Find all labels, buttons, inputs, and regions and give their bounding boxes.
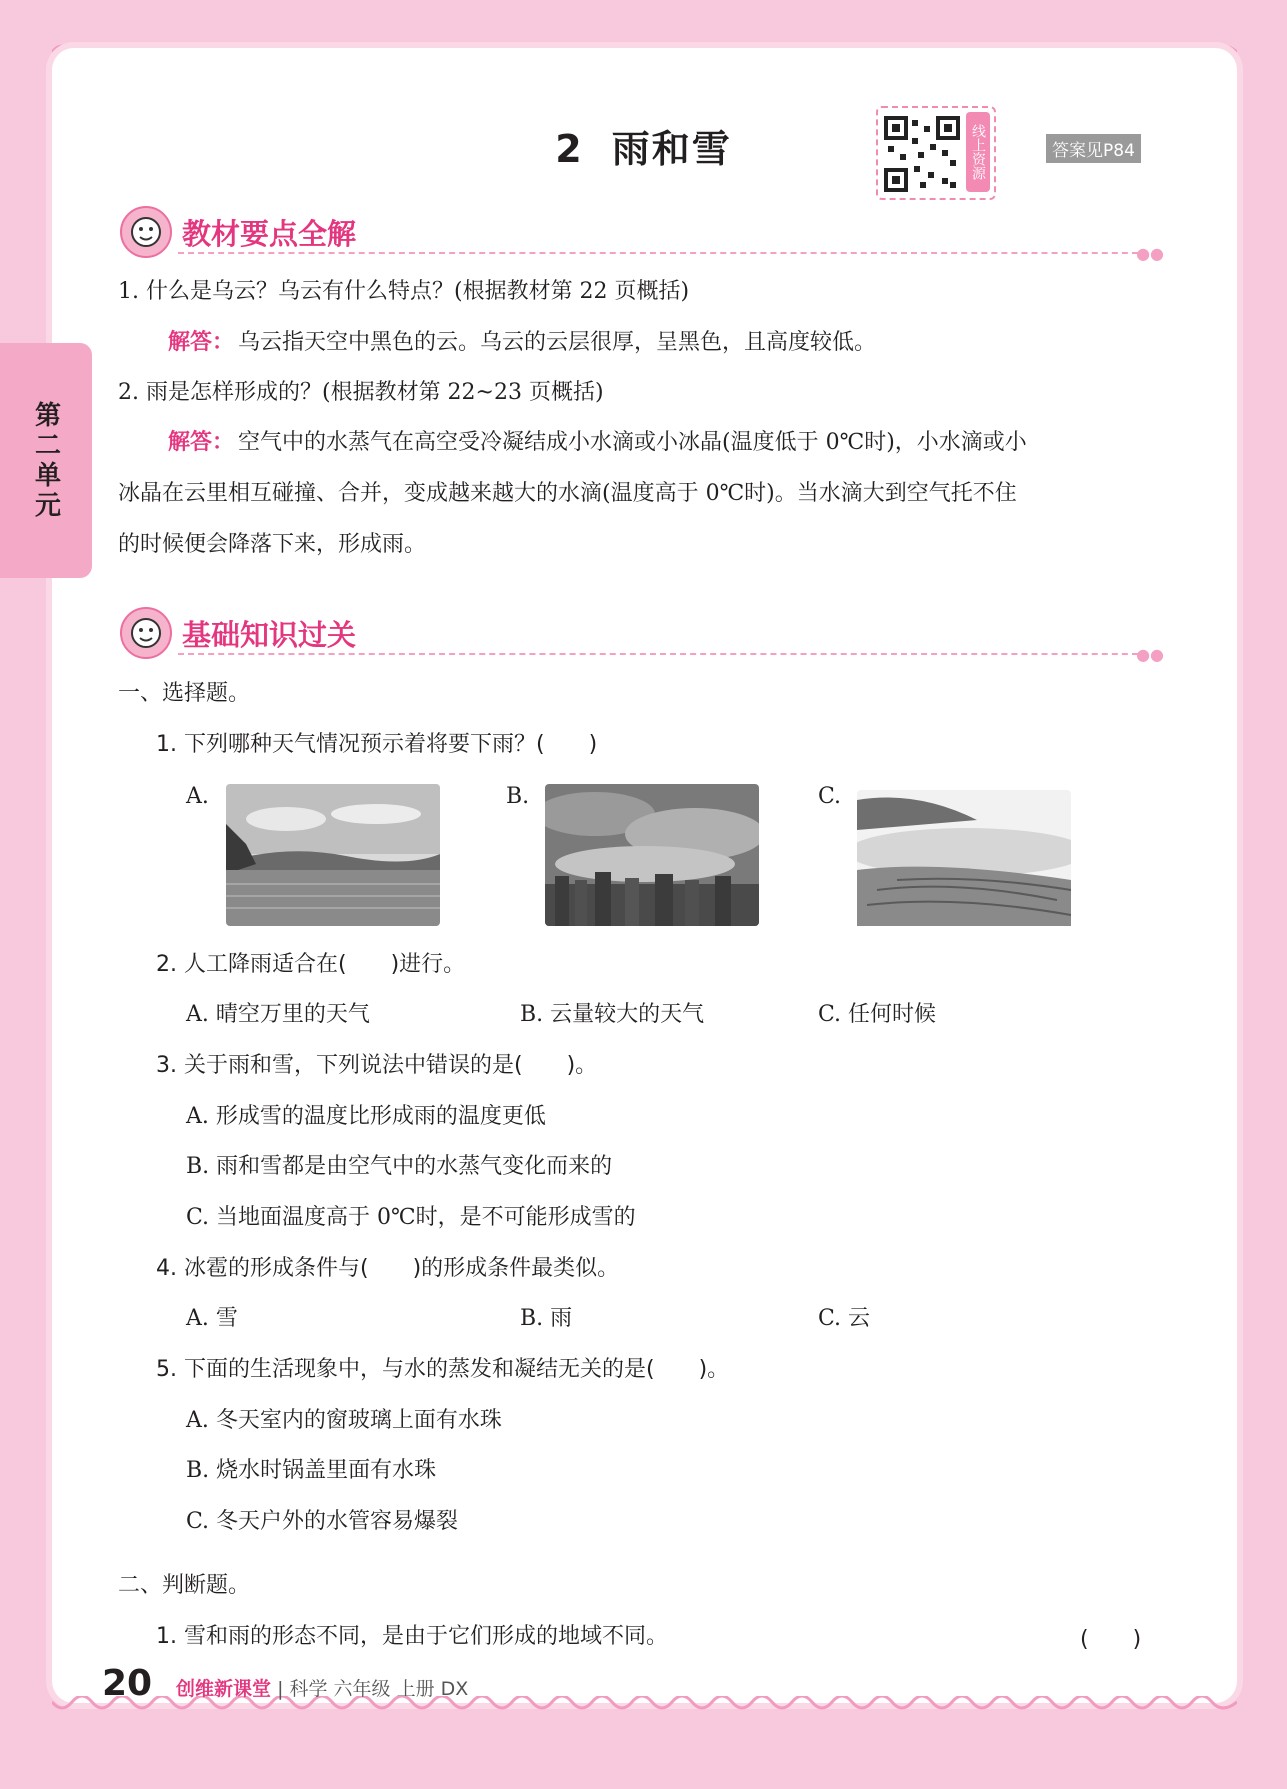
q5-option-a: A. 冬天室内的窗玻璃上面有水珠 xyxy=(186,1408,502,1433)
dots-decoration-icon: ●● xyxy=(1136,645,1164,664)
choice-question-5: 5. 下面的生活现象中，与水的蒸发和凝结无关的是( )。 xyxy=(156,1357,730,1382)
dashed-divider xyxy=(178,653,1158,655)
footer-info xyxy=(176,1674,468,1701)
q4-option-c: C. 云 xyxy=(818,1306,871,1331)
option-b-label: B. xyxy=(506,784,530,809)
option-b-image xyxy=(545,784,759,926)
q3-option-c: C. 当地面温度高于 0℃时，是不可能形成雪的 xyxy=(186,1205,636,1230)
answer-2-line-2: 冰晶在云里相互碰撞、合并，变成越来越大的水滴(温度高于 0℃时)。当水滴大到空气托不住 xyxy=(118,481,1017,506)
q4-option-a: A. 雪 xyxy=(186,1306,238,1331)
section-header-key-points xyxy=(118,206,1164,263)
choice-question-1: 1. 下列哪种天气情况预示着将要下雨？( ) xyxy=(156,732,598,757)
answer-label: 解答： xyxy=(168,330,235,355)
q2-option-c: C. 任何时候 xyxy=(818,1002,937,1027)
option-a-label: A. xyxy=(186,784,209,809)
question-2: 2. 雨是怎样形成的？(根据教材第 22~23 页概括) xyxy=(118,380,604,405)
answer-label: 解答： xyxy=(168,430,235,455)
page-number: 20 xyxy=(102,1663,153,1704)
q5-option-b: B. 烧水时锅盖里面有水珠 xyxy=(186,1458,437,1483)
section-header-basic-knowledge xyxy=(118,607,1164,664)
answer-reference-tag: 答案见P84 xyxy=(1046,134,1141,163)
q3-option-a: A. 形成雪的温度比形成雨的温度更低 xyxy=(186,1104,546,1129)
unit-side-tab xyxy=(0,343,92,578)
option-c-label: C. xyxy=(818,784,842,809)
section-heading: 基础知识过关 xyxy=(182,618,357,652)
section-heading: 教材要点全解 xyxy=(182,217,357,251)
dots-decoration-icon: ●● xyxy=(1136,244,1164,263)
answer-1 xyxy=(168,328,876,358)
mascot-icon xyxy=(120,206,172,258)
part-1-heading: 一、选择题。 xyxy=(118,681,251,706)
footer-subject: | 科学 六年级 上册 DX xyxy=(277,1678,469,1700)
answer-text: 乌云指天空中黑色的云。乌云的云层很厚，呈黑色，且高度较低。 xyxy=(238,330,877,355)
qr-code-icon xyxy=(884,116,960,192)
judge-question-1: 1. 雪和雨的形态不同，是由于它们形成的地域不同。 xyxy=(156,1624,668,1649)
q4-option-b: B. 雨 xyxy=(520,1306,573,1331)
choice-question-4: 4. 冰雹的形成条件与( )的形成条件最类似。 xyxy=(156,1256,620,1281)
choice-question-3: 3. 关于雨和雪，下列说法中错误的是( )。 xyxy=(156,1053,598,1078)
q5-option-c: C. 冬天户外的水管容易爆裂 xyxy=(186,1509,459,1534)
judge-answer-blank[interactable]: ( ) xyxy=(1080,1627,1142,1652)
footer-brand: 创维新课堂 xyxy=(176,1678,272,1700)
choice-question-2: 2. 人工降雨适合在( )进行。 xyxy=(156,952,466,977)
qr-code-box[interactable] xyxy=(876,106,996,200)
lesson-number: 2 xyxy=(555,127,584,171)
question-1: 1. 什么是乌云？乌云有什么特点？(根据教材第 22 页概括) xyxy=(118,279,690,304)
answer-text: 空气中的水蒸气在高空受冷凝结成小水滴或小冰晶(温度低于 0℃时)，小水滴或小 xyxy=(238,430,1027,455)
answer-2-line-3: 的时候便会降落下来，形成雨。 xyxy=(118,532,427,557)
option-c-image xyxy=(857,790,1071,932)
part-2-heading: 二、判断题。 xyxy=(118,1573,251,1598)
q2-option-b: B. 云量较大的天气 xyxy=(520,1002,705,1027)
dashed-divider xyxy=(178,252,1158,254)
answer-2-line-1 xyxy=(168,428,1027,458)
unit-side-tab-label: 第二单元 xyxy=(30,400,61,521)
q2-option-a: A. 晴空万里的天气 xyxy=(186,1002,370,1027)
online-resource-label: 线上资源 xyxy=(966,112,990,192)
option-a-image xyxy=(226,784,440,926)
lesson-title: 雨和雪 xyxy=(611,127,732,171)
q3-option-b: B. 雨和雪都是由空气中的水蒸气变化而来的 xyxy=(186,1154,613,1179)
mascot-icon xyxy=(120,607,172,659)
